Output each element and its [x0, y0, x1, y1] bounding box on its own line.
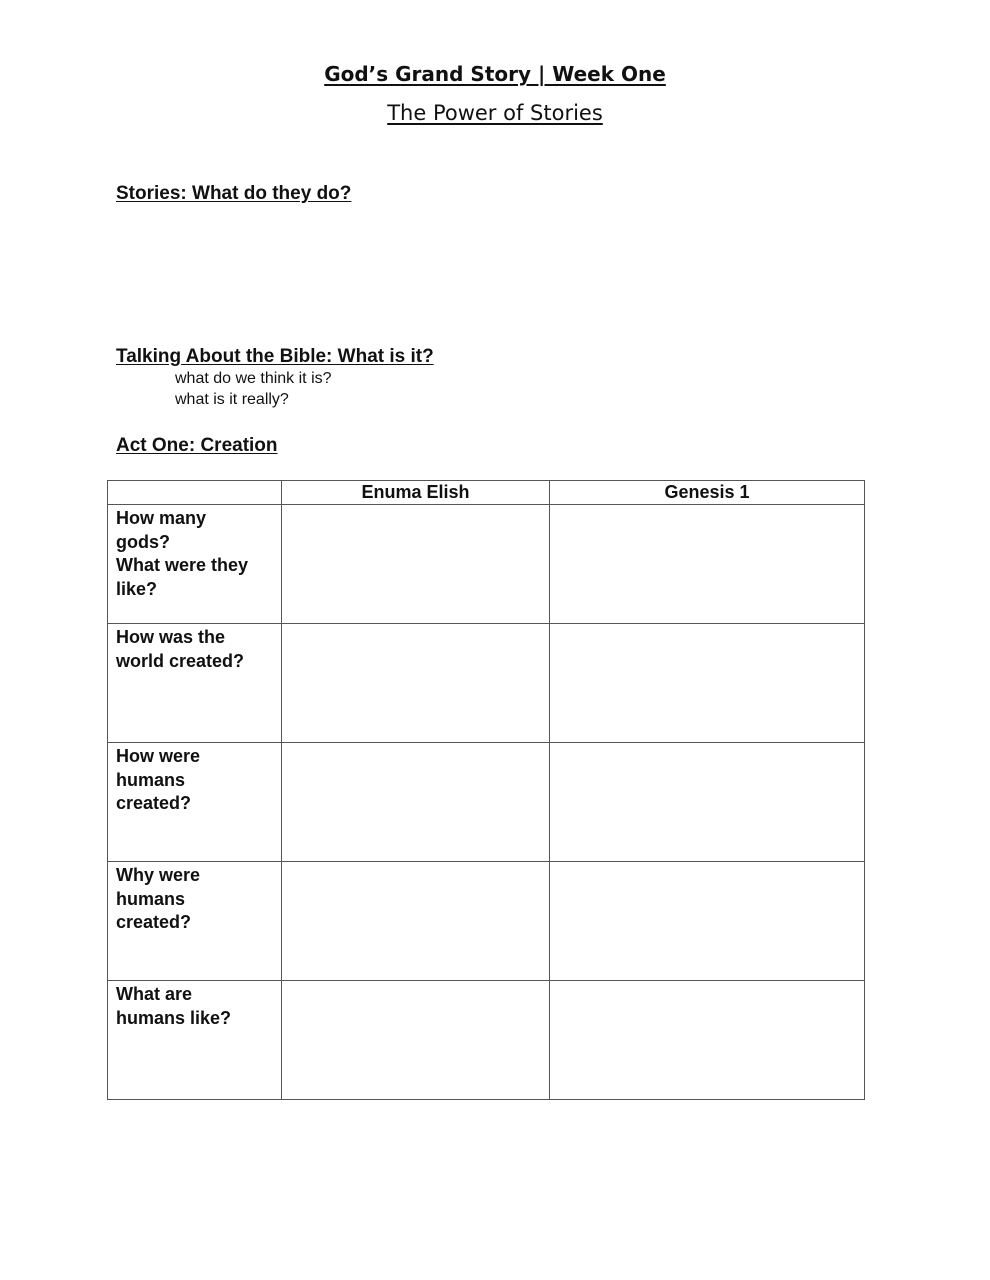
row-label-line: created?: [116, 793, 192, 813]
answer-cell-enuma-elish[interactable]: [282, 981, 550, 1100]
row-label-world-created: [108, 624, 282, 743]
document-subtitle: [0, 97, 990, 129]
table-row: [108, 743, 865, 862]
row-label-line: gods?: [116, 531, 170, 552]
bible-subquestion-2: what is it really?: [175, 391, 289, 408]
row-label-line: humans: [116, 769, 186, 790]
row-label-line: like?: [116, 578, 158, 599]
row-label-line: humans: [116, 888, 186, 909]
answer-cell-genesis-1[interactable]: [550, 505, 865, 624]
row-label-gods: [108, 505, 282, 624]
answer-cell-enuma-elish[interactable]: [282, 743, 550, 862]
stories-heading: Stories: What do they do?: [116, 183, 352, 204]
row-label-line: How many: [116, 508, 207, 528]
answer-cell-genesis-1[interactable]: [550, 624, 865, 743]
table-header-row: [108, 481, 865, 505]
document-title-text: God’s Grand Story | Week One: [324, 62, 666, 86]
row-label-humans-like: [108, 981, 282, 1100]
document-title: [0, 58, 990, 90]
table-row: [108, 505, 865, 624]
row-label-line: world created?: [116, 650, 245, 671]
table-header-blank: [108, 481, 282, 505]
answer-cell-enuma-elish[interactable]: [282, 862, 550, 981]
row-label-line: How was the: [116, 627, 226, 647]
row-label-line: What are: [116, 984, 193, 1004]
bible-heading: Talking About the Bible: What is it?: [116, 346, 434, 367]
row-label-line: How were: [116, 746, 201, 766]
table-row: [108, 862, 865, 981]
table-row: [108, 624, 865, 743]
row-label-line: humans like?: [116, 1007, 232, 1028]
row-label-line: Why were: [116, 865, 201, 885]
row-label-line: created?: [116, 912, 192, 932]
table-row: [108, 981, 865, 1100]
row-label-why-humans-created: [108, 862, 282, 981]
row-label-line: What were they: [116, 555, 249, 575]
bible-subquestion-1: what do we think it is?: [175, 370, 332, 387]
answer-cell-enuma-elish[interactable]: [282, 624, 550, 743]
row-label-how-humans-created: [108, 743, 282, 862]
answer-cell-genesis-1[interactable]: [550, 862, 865, 981]
answer-cell-enuma-elish[interactable]: [282, 505, 550, 624]
table-header-enuma-elish: Enuma Elish: [282, 481, 550, 505]
answer-cell-genesis-1[interactable]: [550, 743, 865, 862]
comparison-table: [107, 480, 865, 1100]
answer-cell-genesis-1[interactable]: [550, 981, 865, 1100]
act-one-heading: Act One: Creation: [116, 435, 278, 456]
document-subtitle-text: The Power of Stories: [387, 101, 603, 125]
table-header-genesis-1: Genesis 1: [550, 481, 865, 505]
